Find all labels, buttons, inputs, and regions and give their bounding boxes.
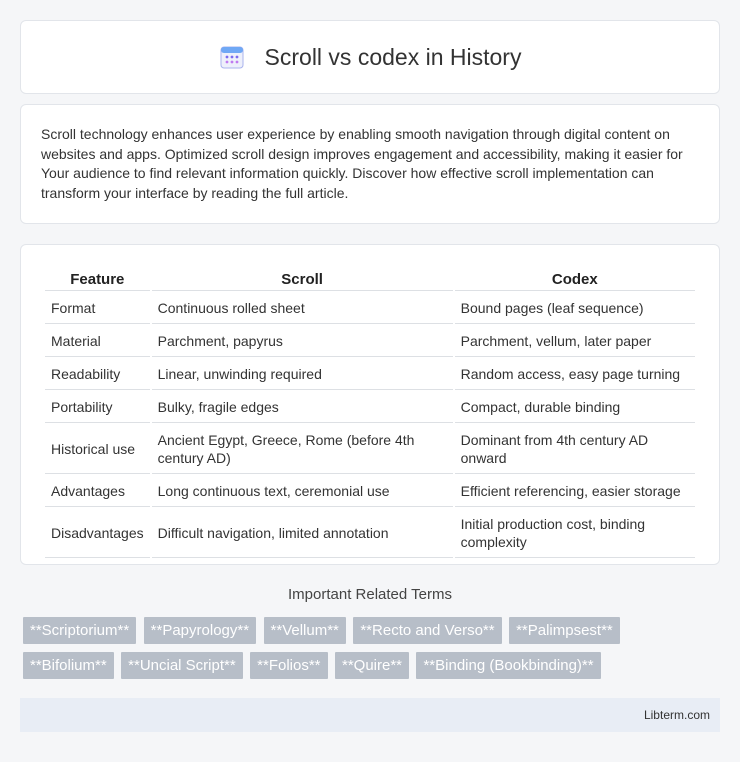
comparison-table bbox=[43, 265, 697, 560]
footer bbox=[20, 698, 720, 732]
title-card bbox=[20, 20, 720, 94]
table-cell: Parchment, papyrus bbox=[152, 326, 453, 357]
table-row bbox=[45, 476, 695, 507]
page-title: Scroll vs codex in History bbox=[264, 43, 522, 70]
table-cell: Difficult navigation, limited annotation bbox=[152, 509, 453, 558]
table-cell: Parchment, vellum, later paper bbox=[455, 326, 695, 357]
table-header-row bbox=[45, 267, 695, 291]
table-row bbox=[45, 326, 695, 357]
related-terms-list bbox=[23, 617, 703, 687]
related-terms-title: Important Related Terms bbox=[288, 586, 452, 603]
table-cell: Advantages bbox=[45, 476, 150, 507]
comparison-card bbox=[20, 244, 720, 565]
table-cell: Continuous rolled sheet bbox=[152, 293, 453, 324]
table-row bbox=[45, 509, 695, 558]
term-tag[interactable]: **Vellum** bbox=[264, 617, 346, 644]
table-row bbox=[45, 392, 695, 423]
term-tag[interactable]: **Palimpsest** bbox=[509, 617, 620, 644]
table-cell: Bound pages (leaf sequence) bbox=[455, 293, 695, 324]
table-cell: Dominant from 4th century AD onward bbox=[455, 425, 695, 474]
term-tag[interactable]: **Scriptorium** bbox=[23, 617, 136, 644]
footer-brand-link[interactable]: Libterm.com bbox=[643, 708, 710, 722]
intro-card bbox=[20, 104, 720, 224]
header-scroll: Scroll bbox=[152, 267, 453, 291]
term-tag[interactable]: **Bifolium** bbox=[23, 652, 114, 679]
table-cell: Readability bbox=[45, 359, 150, 390]
term-tag[interactable]: **Recto and Verso** bbox=[353, 617, 501, 644]
table-cell: Compact, durable binding bbox=[455, 392, 695, 423]
table-cell: Initial production cost, binding complexity bbox=[455, 509, 695, 558]
table-row bbox=[45, 293, 695, 324]
table-cell: Efficient referencing, easier storage bbox=[455, 476, 695, 507]
table-cell: Format bbox=[45, 293, 150, 324]
table-cell: Ancient Egypt, Greece, Rome (before 4th century AD) bbox=[152, 425, 453, 474]
table-cell: Linear, unwinding required bbox=[152, 359, 453, 390]
table-row bbox=[45, 359, 695, 390]
table-cell: Random access, easy page turning bbox=[455, 359, 695, 390]
term-tag[interactable]: **Uncial Script** bbox=[121, 652, 243, 679]
table-cell: Material bbox=[45, 326, 150, 357]
term-tag[interactable]: **Papyrology** bbox=[144, 617, 256, 644]
table-cell: Long continuous text, ceremonial use bbox=[152, 476, 453, 507]
intro-text: Scroll technology enhances user experience by enabling smooth navigation through digital content on websites and apps. Optimized scroll design improves engagement and accessibility, making it easier for Your audience to find relevant information quickly. Discover how effective scroll implementation can transform your interface by reading the full article. bbox=[41, 126, 683, 201]
term-tag[interactable]: **Quire** bbox=[335, 652, 409, 679]
table-cell: Bulky, fragile edges bbox=[152, 392, 453, 423]
table-cell: Disadvantages bbox=[45, 509, 150, 558]
table-cell: Portability bbox=[45, 392, 150, 423]
table-row bbox=[45, 425, 695, 474]
table-cell: Historical use bbox=[45, 425, 150, 474]
calendar-icon bbox=[219, 44, 245, 70]
header-feature: Feature bbox=[45, 267, 150, 291]
term-tag[interactable]: **Binding (Bookbinding)** bbox=[416, 652, 600, 679]
header-codex: Codex bbox=[455, 267, 695, 291]
term-tag[interactable]: **Folios** bbox=[250, 652, 327, 679]
